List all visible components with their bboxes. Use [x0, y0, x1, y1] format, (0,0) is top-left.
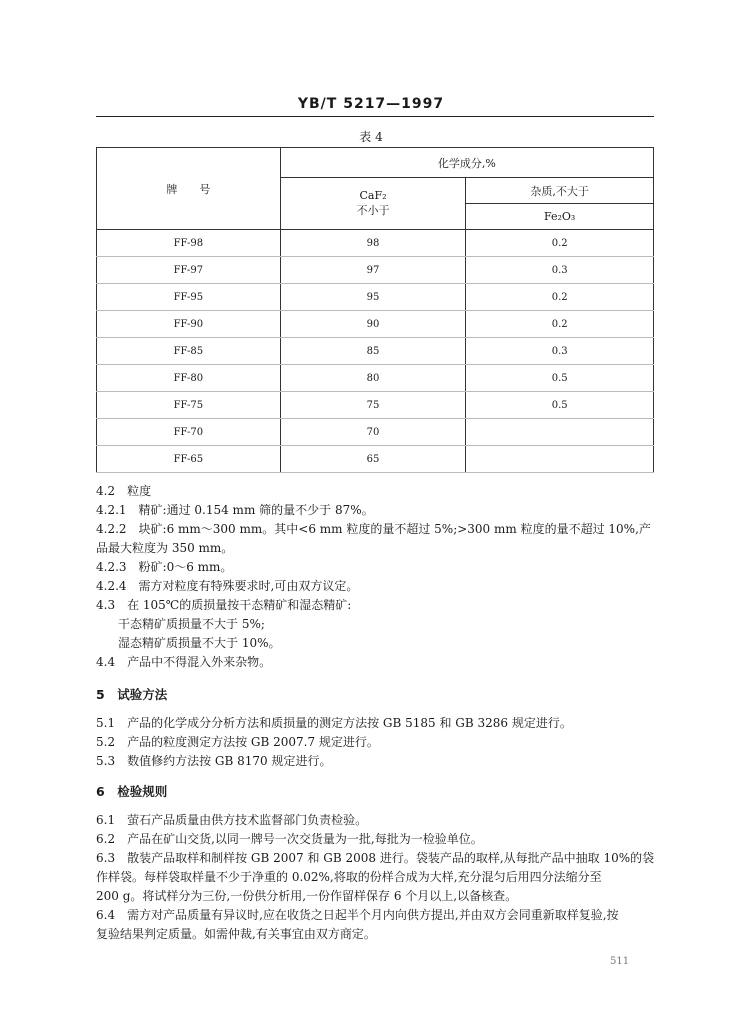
header-rule	[96, 116, 654, 117]
body-line: 4.2.3 粉矿:0～6 mm。	[96, 560, 233, 574]
caf2-cell: 98	[280, 230, 466, 257]
body-line: 200 g。将试样分为三份,一份供分析用,一份作留样保存 6 个月以上,以备核查。	[96, 889, 518, 903]
body-line: 4.2.1 精矿:通过 0.154 mm 筛的量不少于 87%。	[96, 503, 374, 517]
caf2-cell: 95	[280, 284, 466, 311]
table-title: 表 4	[359, 130, 383, 144]
caf2-cell: 80	[280, 365, 466, 392]
body-section-5	[96, 685, 658, 771]
table-body	[97, 230, 654, 473]
col-header-chem: 化学成分,%	[280, 148, 653, 178]
standard-code-header: YB/T 5217—1997	[297, 96, 445, 112]
fe2o3-cell: 0.3	[466, 257, 654, 284]
fe2o3-cell: 0.2	[466, 311, 654, 338]
grade-cell: FF-70	[97, 419, 281, 446]
page-number: 511	[610, 956, 630, 967]
body-line: 干态精矿质损量不大于 5%;	[118, 617, 265, 631]
fe2o3-cell: 0.2	[466, 230, 654, 257]
caf2-cell: 65	[280, 446, 466, 473]
body-line: 4.3 在 105℃的质损量按干态精矿和湿态精矿:	[96, 598, 352, 612]
spec-table	[96, 147, 654, 473]
body-section-4-2	[96, 482, 658, 672]
col-header-impurity: 杂质,不大于	[466, 178, 654, 204]
caf2-label: CaF₂	[359, 189, 387, 202]
body-line: 6.1 萤石产品质量由供方技术监督部门负责检验。	[96, 813, 368, 827]
grade-cell: FF-75	[97, 392, 281, 419]
caf2-cell: 75	[280, 392, 466, 419]
body-line: 作样袋。每样袋取样量不少于净重的 0.02%,将取的份样合成为大样,充分混匀后用四分法缩分至	[96, 870, 602, 884]
body-line: 6.4 需方对产品质量有异议时,应在收货之日起半个月内向供方提出,并由双方会同重新取样复验,按	[96, 908, 619, 922]
fe2o3-cell: 0.5	[466, 392, 654, 419]
caf2-min-label: 不小于	[356, 204, 390, 217]
col-header-caf2	[280, 178, 466, 230]
body-line: 5.3 数值修约方法按 GB 8170 规定进行。	[96, 754, 332, 768]
body-line: 4.2 粒度	[96, 484, 152, 498]
grade-cell: FF-97	[97, 257, 281, 284]
body-line: 湿态精矿质损量不大于 10%。	[118, 636, 281, 650]
table-row	[97, 284, 654, 311]
body-line: 4.2.4 需方对粒度有特殊要求时,可由双方议定。	[96, 579, 359, 593]
body-line: 4.4 产品中不得混入外来杂物。	[96, 655, 272, 669]
caf2-cell: 90	[280, 311, 466, 338]
fe2o3-cell	[466, 419, 654, 446]
body-line: 品最大粒度为 350 mm。	[96, 541, 234, 555]
caf2-cell: 85	[280, 338, 466, 365]
grade-cell: FF-65	[97, 446, 281, 473]
caf2-cell: 70	[280, 419, 466, 446]
grade-cell: FF-90	[97, 311, 281, 338]
body-line: 复验结果判定质量。如需仲裁,有关事宜由双方商定。	[96, 927, 376, 941]
body-line: 5.2 产品的粒度测定方法按 GB 2007.7 规定进行。	[96, 735, 379, 749]
table-row	[97, 446, 654, 473]
body-line: 6.2 产品在矿山交货,以同一牌号一次交货量为一批,每批为一检验单位。	[96, 832, 483, 846]
col-header-grade: 牌 号	[97, 148, 281, 230]
body-line: 5.1 产品的化学成分分析方法和质损量的测定方法按 GB 5185 和 GB 3286 规定进行。	[96, 716, 572, 730]
fe2o3-cell: 0.3	[466, 338, 654, 365]
grade-cell: FF-85	[97, 338, 281, 365]
table-row	[97, 392, 654, 419]
col-header-fe2o3: Fe₂O₃	[466, 204, 654, 230]
caf2-cell: 97	[280, 257, 466, 284]
fe2o3-cell: 0.2	[466, 284, 654, 311]
fe2o3-cell	[466, 446, 654, 473]
fe2o3-cell: 0.5	[466, 365, 654, 392]
body-line: 6.3 散装产品取样和制样按 GB 2007 和 GB 2008 进行。袋装产品的取样,从每批产品中抽取 10%的袋	[96, 851, 655, 865]
table-row	[97, 338, 654, 365]
grade-cell: FF-95	[97, 284, 281, 311]
grade-cell: FF-98	[97, 230, 281, 257]
table-row	[97, 365, 654, 392]
grade-cell: FF-80	[97, 365, 281, 392]
section-heading: 5 试验方法	[96, 687, 168, 702]
table-row	[97, 311, 654, 338]
table-row	[97, 419, 654, 446]
body-line: 4.2.2 块矿:6 mm～300 mm。其中<6 mm 粒度的量不超过 5%;>300 mm 粒度的量不超过 10%,产	[96, 522, 651, 536]
body-section-6	[96, 782, 658, 944]
section-heading: 6 检验规则	[96, 784, 168, 799]
table-row	[97, 257, 654, 284]
table-row	[97, 230, 654, 257]
